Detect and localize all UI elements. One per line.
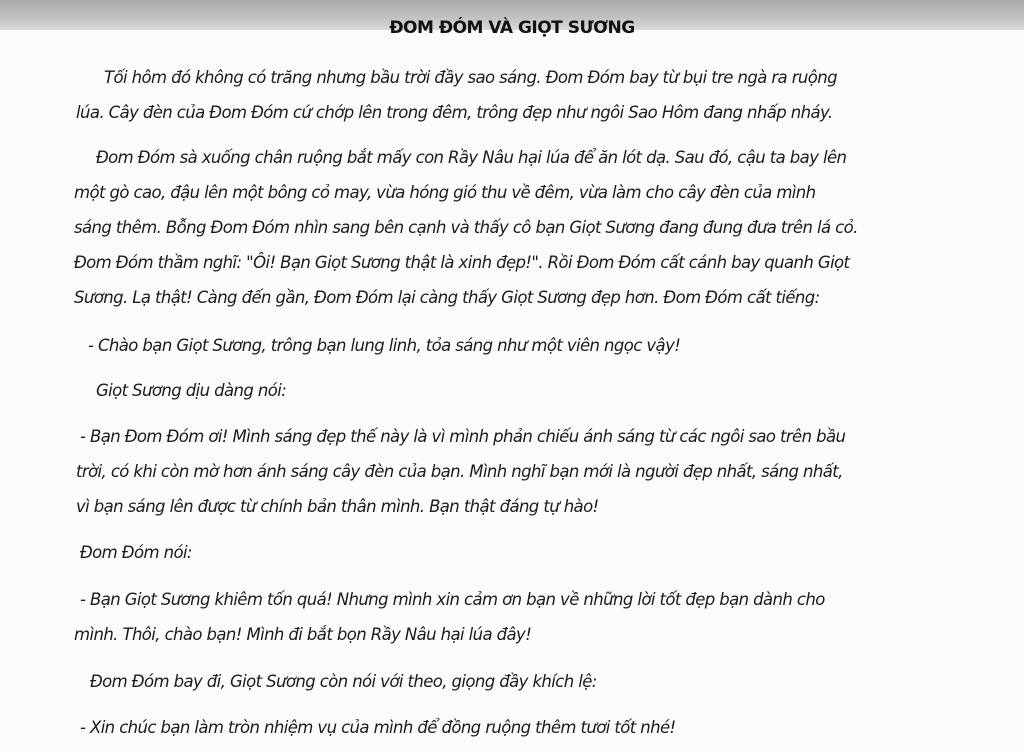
dialogue-line-3: trời, có khi còn mờ hơn ánh sáng cây đèn của bạn. Mình nghĩ bạn mới là người đẹp nhất, sáng nhất, bbox=[76, 462, 843, 481]
text-line-1: Tối hôm đó không có trăng nhưng bầu trời đầy sao sáng. Đom Đóm bay từ bụi tre ngà ra ruộng bbox=[104, 68, 837, 87]
text-line-6: Đom Đóm thầm nghĩ: "Ôi! Bạn Giọt Sương thật là xinh đẹp!". Rồi Đom Đóm cất cánh bay quanh Giọt bbox=[74, 253, 850, 272]
narration-line-2: Đom Đóm nói: bbox=[80, 543, 192, 562]
narration-line-1: Giọt Sương dịu dàng nói: bbox=[96, 381, 287, 400]
dialogue-line-2: - Bạn Đom Đóm ơi! Mình sáng đẹp thế này là vì mình phản chiếu ánh sáng từ các ngôi sao trên bầu bbox=[80, 427, 846, 446]
text-line-2: lúa. Cây đèn của Đom Đóm cứ chớp lên trong đêm, trông đẹp như ngôi Sao Hôm đang nhấp nháy. bbox=[76, 103, 833, 122]
dialogue-line-7: - Xin chúc bạn làm tròn nhiệm vụ của mình để đồng ruộng thêm tươi tốt nhé! bbox=[80, 718, 676, 737]
text-line-7: Sương. Lạ thật! Càng đến gần, Đom Đóm lại càng thấy Giọt Sương đẹp hơn. Đom Đóm cất tiếng: bbox=[74, 288, 820, 307]
dialogue-line-6: mình. Thôi, chào bạn! Mình đi bắt bọn Rầy Nâu hại lúa đây! bbox=[74, 625, 532, 644]
text-line-3: Đom Đóm sà xuống chân ruộng bắt mấy con Rầy Nâu hại lúa để ăn lót dạ. Sau đó, cậu ta bay lên bbox=[96, 148, 847, 167]
document-title: ĐOM ĐÓM VÀ GIỌT SƯƠNG bbox=[389, 18, 635, 38]
narration-line-3: Đom Đóm bay đi, Giọt Sương còn nói với theo, giọng đầy khích lệ: bbox=[90, 672, 597, 691]
text-line-4: một gò cao, đậu lên một bông cỏ may, vừa hóng gió thu về đêm, vừa làm cho cây đèn của mình bbox=[74, 183, 816, 202]
dialogue-line-5: - Bạn Giọt Sương khiêm tốn quá! Nhưng mình xin cảm ơn bạn về những lời tốt đẹp bạn dành cho bbox=[80, 590, 825, 609]
dialogue-line-1: - Chào bạn Giọt Sương, trông bạn lung linh, tỏa sáng như một viên ngọc vậy! bbox=[88, 336, 681, 355]
text-line-5: sáng thêm. Bỗng Đom Đóm nhìn sang bên cạnh và thấy cô bạn Giọt Sương đang đung đưa trên lá cỏ. bbox=[74, 218, 858, 237]
dialogue-line-4: vì bạn sáng lên được từ chính bản thân mình. Bạn thật đáng tự hào! bbox=[76, 497, 599, 516]
